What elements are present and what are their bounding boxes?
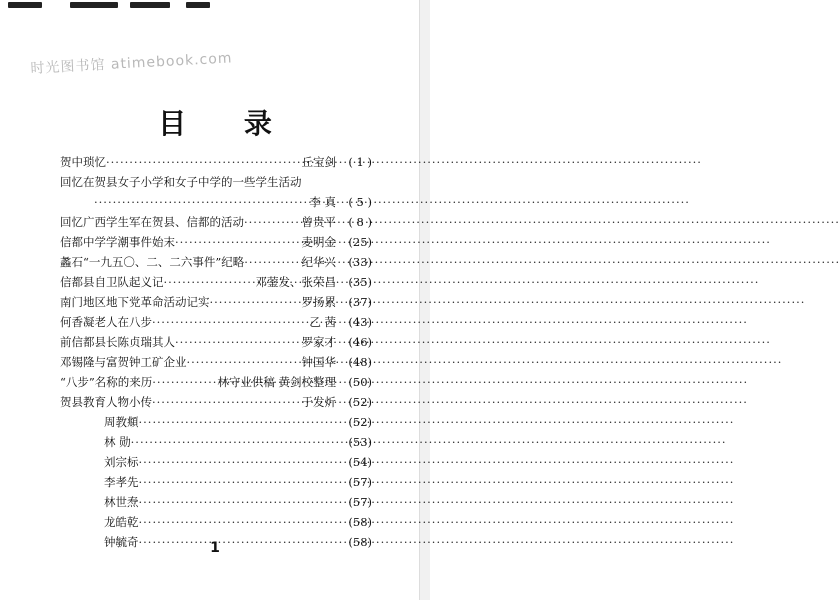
dot-leader	[139, 472, 337, 492]
toc-entry-page: ( 1 )	[348, 155, 372, 169]
toc-entry-author: 曾贵平	[301, 215, 336, 229]
dot-leader	[152, 312, 307, 332]
toc-entry-page: (53)	[348, 435, 372, 449]
toc-entry[interactable]	[60, 392, 372, 412]
watermark: 时光图书馆 atimebook.com	[30, 50, 233, 77]
scan-mark	[8, 2, 42, 8]
toc-entry-title: 蠡石“一九五〇、二、二六事件”纪略	[60, 255, 245, 269]
dot-leader	[210, 292, 300, 312]
dot-leader	[139, 412, 337, 432]
toc-entry-page: (33)	[348, 255, 372, 269]
toc-entry-page: (48)	[348, 355, 372, 369]
toc-entry-author: 李 真	[309, 195, 336, 209]
toc-entry[interactable]	[60, 212, 372, 232]
toc-subentry[interactable]	[60, 432, 372, 452]
toc-entry-author: 乙 茜	[309, 315, 336, 329]
toc-entry[interactable]	[60, 252, 372, 272]
dot-leader	[244, 252, 299, 272]
dot-leader	[244, 212, 300, 232]
toc-entry-title: 李孝先	[104, 475, 139, 489]
toc-entry-page: (52)	[348, 415, 372, 429]
toc-entry-page: (43)	[348, 315, 372, 329]
toc-entry-title: 邓锡隆与富贺钟工矿企业	[60, 355, 187, 369]
toc-subentry[interactable]	[60, 492, 372, 512]
dot-leader	[187, 352, 300, 372]
toc-entry-page: (50)	[348, 375, 372, 389]
toc-entry-page: (46)	[348, 335, 372, 349]
toc-entry-page: ( 8 )	[348, 215, 372, 229]
dot-leader	[139, 452, 337, 472]
toc-entry-title: 贺中琐忆	[60, 155, 106, 169]
toc-subentry[interactable]	[60, 472, 372, 492]
toc-entry-continuation[interactable]	[60, 192, 372, 212]
toc-subentry[interactable]	[60, 512, 372, 532]
table-of-contents	[60, 152, 372, 552]
scan-mark	[186, 2, 210, 8]
toc-entry-page: (35)	[348, 275, 372, 289]
toc-entry-page: (57)	[348, 475, 372, 489]
toc-entry-author: 林守业供稿 黄剑校整理	[217, 375, 336, 389]
dot-leader	[139, 492, 337, 512]
toc-entry-author: 钟国华	[301, 355, 336, 369]
toc-entry-author: 丘宝剑	[301, 155, 336, 169]
scan-border-top	[0, 0, 430, 14]
toc-entry-title: 周教頫	[104, 415, 139, 429]
toc-entry-title: 林世焘	[104, 495, 139, 509]
toc-entry-title: 贺县教育人物小传	[60, 395, 152, 409]
toc-entry-title: 何香凝老人在八步	[60, 315, 152, 329]
toc-entry-title: 回忆在贺县女子小学和女子中学的一些学生活动	[60, 175, 302, 189]
dot-leader	[152, 392, 300, 412]
toc-entry[interactable]	[60, 372, 372, 392]
dot-leader	[94, 192, 307, 212]
dot-leader	[164, 272, 254, 292]
toc-entry-author: 罗扬累	[301, 295, 336, 309]
toc-subentry[interactable]	[60, 452, 372, 472]
toc-entry-page: (58)	[348, 515, 372, 529]
toc-entry-title: 回忆广西学生军在贺县、信都的活动	[60, 215, 244, 229]
toc-entry-title: 信都中学学潮事件始末	[60, 235, 175, 249]
toc-entry-author: 于发炘	[301, 395, 336, 409]
toc-entry-title: 前信都县长陈贞瑞其人	[60, 335, 175, 349]
scan-mark	[70, 2, 118, 8]
page-title: 目 录	[158, 107, 296, 140]
toc-entry[interactable]	[60, 152, 372, 172]
toc-entry-author: 纪华兴	[301, 255, 336, 269]
toc-entry[interactable]	[60, 312, 372, 332]
toc-entry[interactable]	[60, 352, 372, 372]
toc-entry[interactable]	[60, 272, 372, 292]
toc-entry-title: 信都县自卫队起义记	[60, 275, 164, 289]
toc-entry-page: ( 5 )	[348, 195, 372, 209]
toc-entry-title: 龙皓乾	[104, 515, 139, 529]
toc-entry-page: (54)	[348, 455, 372, 469]
toc-entry-title: 刘宗标	[104, 455, 139, 469]
toc-entry-title: “八步”名称的来历	[60, 375, 153, 389]
toc-entry-author: 邓蓥发、张荣昌	[255, 275, 336, 289]
toc-subentry[interactable]	[60, 412, 372, 432]
toc-entry-page: (57)	[348, 495, 372, 509]
scan-mark	[130, 2, 170, 8]
dot-leader	[106, 152, 300, 172]
page-number: 1	[210, 540, 220, 556]
toc-entry[interactable]	[60, 332, 372, 352]
dot-leader	[152, 372, 215, 392]
toc-entry[interactable]	[60, 232, 372, 252]
toc-entry-page: (25)	[348, 235, 372, 249]
dot-leader	[139, 512, 337, 532]
toc-entry-title: 南门地区地下党革命活动记实	[60, 295, 210, 309]
dot-leader	[175, 332, 300, 352]
toc-entry-author: 麦明金	[301, 235, 336, 249]
toc-entry[interactable]	[60, 292, 372, 312]
toc-entry-page: (37)	[348, 295, 372, 309]
toc-entry[interactable]	[60, 172, 372, 192]
toc-entry-page: (52)	[348, 395, 372, 409]
dot-leader	[175, 232, 300, 252]
toc-entry-title: 钟毓奇	[104, 535, 139, 549]
toc-entry-title: 林 勋	[104, 435, 131, 449]
dot-leader	[131, 432, 336, 452]
toc-entry-page: (58)	[348, 535, 372, 549]
toc-entry-author: 罗家才	[301, 335, 336, 349]
